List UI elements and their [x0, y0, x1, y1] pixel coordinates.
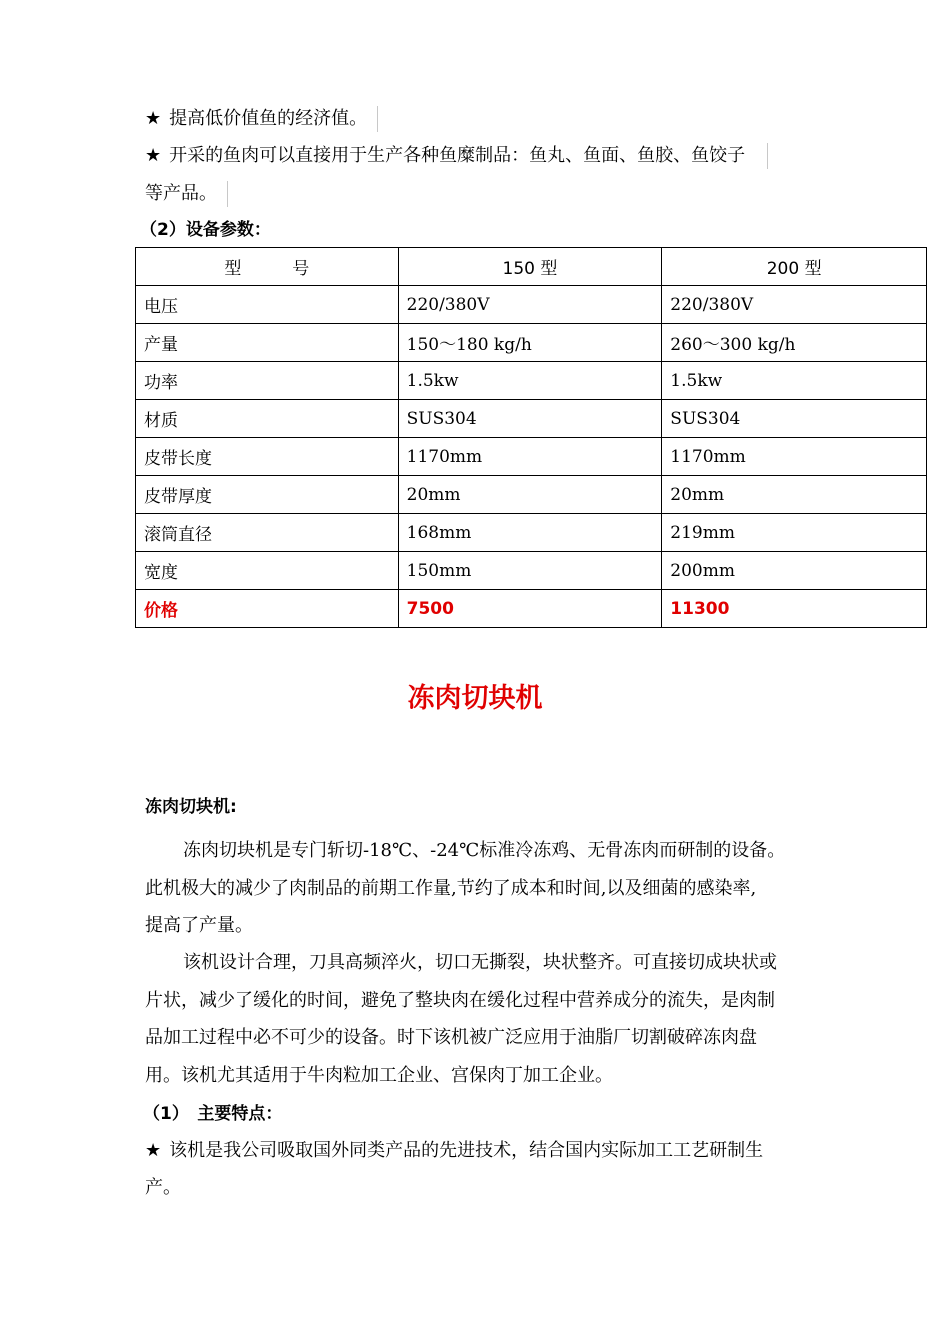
- text-edge-mark: [767, 143, 768, 169]
- row-label: 宽度: [136, 552, 399, 590]
- feature-item-economic-value: [145, 106, 378, 132]
- price-label: 价格: [136, 590, 399, 628]
- table-header-row: [136, 248, 927, 286]
- cell-200: SUS304: [662, 400, 927, 438]
- cell-200: 200mm: [662, 552, 927, 590]
- price-150: 7500: [398, 590, 662, 628]
- description-paragraph-2: [145, 944, 835, 1094]
- row-label: 滚筒直径: [136, 514, 399, 552]
- price-row: [136, 590, 927, 628]
- table-row: [136, 362, 927, 400]
- header-150: 150 型: [398, 248, 662, 286]
- section-title: 冻肉切块机: [407, 683, 543, 714]
- star-bullet-icon: ★: [145, 1140, 162, 1161]
- description-paragraph-1: [145, 832, 835, 945]
- star-bullet-icon: ★: [145, 145, 162, 166]
- cell-150: 168mm: [398, 514, 662, 552]
- table-row: [136, 552, 927, 590]
- paragraph-line: 用。该机尤其适用于牛肉粒加工企业、宫保肉丁加工企业。: [145, 1064, 613, 1086]
- cell-200: 20mm: [662, 476, 927, 514]
- table-row: [136, 324, 927, 362]
- cell-200: 1.5kw: [662, 362, 927, 400]
- paragraph-line: 品加工过程中必不可少的设备。时下该机被广泛应用于油脂厂切割破碎冻肉盘: [145, 1027, 757, 1048]
- cell-150: 150mm: [398, 552, 662, 590]
- cell-150: 20mm: [398, 476, 662, 514]
- cell-200: 219mm: [662, 514, 927, 552]
- text-edge-mark: [227, 181, 228, 207]
- cell-150: 1170mm: [398, 438, 662, 476]
- cell-150: 220/380V: [398, 286, 662, 324]
- features-heading: （1） 主要特点：: [143, 1104, 283, 1124]
- cell-150: 1.5kw: [398, 362, 662, 400]
- text-edge-mark: [377, 106, 378, 132]
- paragraph-line: 冻肉切块机是专门斩切-18℃、-24℃标准冷冻鸡、无骨冻肉而研制的设备。: [183, 840, 786, 861]
- row-label: 皮带长度: [136, 438, 399, 476]
- feature-text: 等产品。: [145, 183, 217, 204]
- feature-text: 开采的鱼肉可以直接用于生产各种鱼糜制品：鱼丸、鱼面、鱼胶、鱼饺子: [169, 145, 746, 166]
- header-model: 型 号: [136, 248, 399, 286]
- feature-text: 提高低价值鱼的经济值。: [169, 108, 368, 129]
- row-label: 电压: [136, 286, 399, 324]
- feature-text: 该机是我公司吸取国外同类产品的先进技术，结合国内实际加工工艺研制生: [169, 1140, 764, 1161]
- cell-200: 220/380V: [662, 286, 927, 324]
- table-row: [136, 286, 927, 324]
- spec-table: [135, 247, 927, 628]
- row-label: 皮带厚度: [136, 476, 399, 514]
- table-row: [136, 438, 927, 476]
- price-200: 11300: [662, 590, 927, 628]
- feature-item-continuation: [145, 181, 228, 207]
- feature-item-fish-products: [145, 143, 768, 169]
- paragraph-line: 提高了产量。: [145, 915, 253, 936]
- table-row: [136, 476, 927, 514]
- row-label: 功率: [136, 362, 399, 400]
- paragraph-line: 片状，减少了缓化的时间，避免了整块肉在缓化过程中营养成分的流失，是肉制: [145, 989, 775, 1011]
- feature-item-continuation: 产。: [145, 1177, 181, 1198]
- cell-150: SUS304: [398, 400, 662, 438]
- table-row: [136, 400, 927, 438]
- table-row: [136, 514, 927, 552]
- row-label: 材质: [136, 400, 399, 438]
- header-200: 200 型: [662, 248, 927, 286]
- cell-150: 150～180 kg/h: [398, 324, 662, 362]
- row-label: 产量: [136, 324, 399, 362]
- cell-200: 1170mm: [662, 438, 927, 476]
- params-heading: （2）设备参数：: [140, 220, 271, 240]
- machine-subheading: 冻肉切块机:: [145, 797, 237, 817]
- star-bullet-icon: ★: [145, 108, 162, 129]
- cell-200: 260～300 kg/h: [662, 324, 927, 362]
- paragraph-line: 此机极大的减少了肉制品的前期工作量,节约了成本和时间,以及细菌的感染率,: [145, 877, 757, 899]
- feature-item-advanced-tech: [145, 1140, 763, 1162]
- paragraph-line: 该机设计合理，刀具高频淬火，切口无撕裂，块状整齐。可直接切成块状或: [183, 952, 777, 973]
